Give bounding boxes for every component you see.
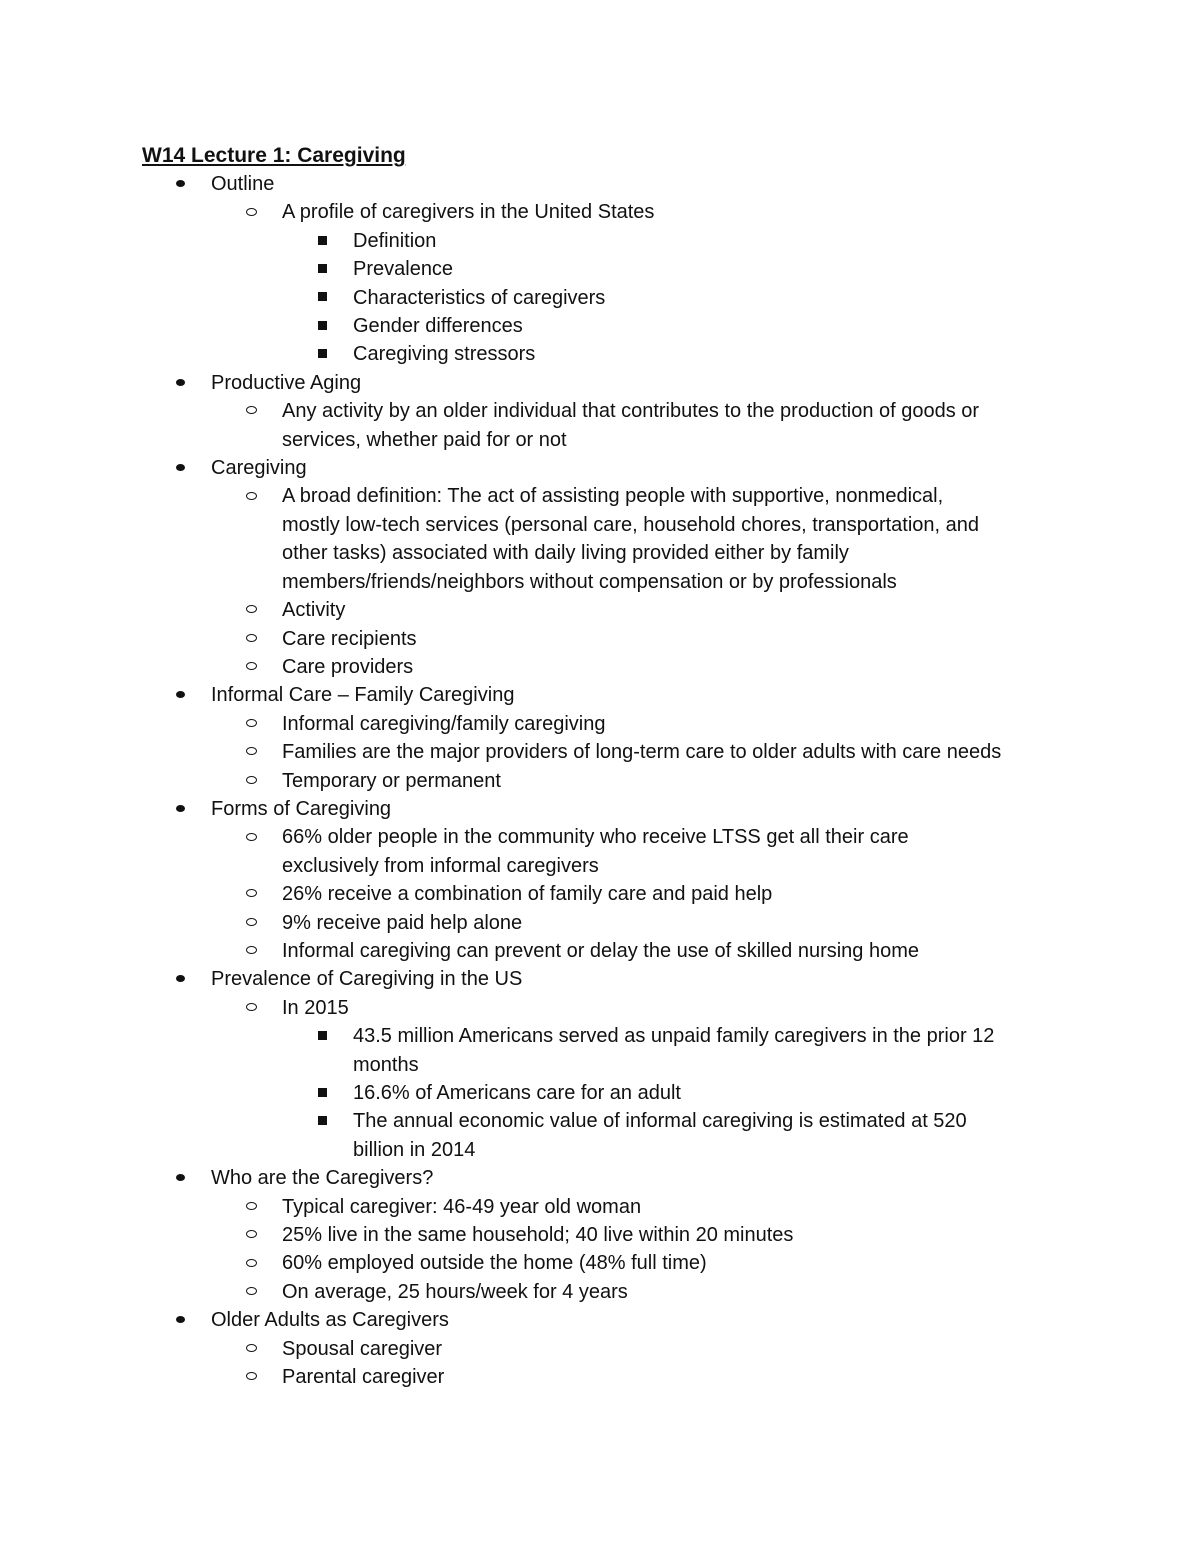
list-item [0,1249,1200,1277]
list-item-text: Spousal caregiver [282,1337,443,1360]
bullet-ring-icon [246,994,257,1022]
list-item [0,909,1200,937]
bullet-square-icon [318,1107,327,1135]
bullet-ring-icon [246,1363,257,1391]
bullet-ring-icon [246,738,257,766]
list-item [0,340,1200,368]
page-title: W14 Lecture 1: Caregiving [142,144,406,167]
list-item-text: 60% employed outside the home (48% full time) [282,1252,707,1275]
bullet-ring-icon [246,1193,257,1221]
list-item [0,1079,1200,1107]
list-item-text: 43.5 million Americans served as unpaid family caregivers in the prior 12 [353,1025,995,1048]
list-item [0,994,1200,1022]
list-item [0,1193,1200,1221]
list-item-text: Prevalence of Caregiving in the US [211,968,523,991]
bullet-dot-icon [176,681,185,709]
bullet-dot-icon [176,454,185,482]
list-item [0,1107,1200,1135]
list-item-text: Definition [353,229,437,252]
list-item [0,454,1200,482]
list-item-text: Caregiving stressors [353,343,536,366]
outline-list [0,170,1200,1391]
list-item-text: Prevalence [353,258,454,281]
list-item-text: Forms of Caregiving [211,797,392,820]
list-item-text: Older Adults as Caregivers [211,1309,449,1332]
list-item-text: billion in 2014 [353,1138,476,1161]
list-item-text: services, whether paid for or not [282,428,567,451]
list-item-text: exclusively from informal caregivers [282,854,599,877]
bullet-ring-icon [246,1249,257,1277]
list-item-continuation [0,426,1200,454]
list-item [0,795,1200,823]
list-item [0,369,1200,397]
list-item [0,823,1200,851]
list-item-text: Parental caregiver [282,1366,445,1389]
list-item [0,1363,1200,1391]
list-item-text: Caregiving [211,457,307,480]
list-item-continuation [0,539,1200,567]
list-item-text: Care recipients [282,627,417,650]
list-item-continuation [0,568,1200,596]
list-item [0,937,1200,965]
list-item-text: Any activity by an older individual that contributes to the production of goods or [282,400,980,423]
list-item-text: Productive Aging [211,371,362,394]
list-item [0,1022,1200,1050]
list-item [0,1306,1200,1334]
bullet-ring-icon [246,909,257,937]
list-item-text: A profile of caregivers in the United States [282,201,655,224]
bullet-ring-icon [246,1335,257,1363]
list-item-continuation [0,511,1200,539]
list-item [0,1335,1200,1363]
bullet-dot-icon [176,795,185,823]
list-item [0,653,1200,681]
bullet-dot-icon [176,965,185,993]
list-item-text: mostly low-tech services (personal care, household chores, transportation, and [282,513,980,536]
list-item-text: Outline [211,173,275,195]
list-item-text: Care providers [282,655,414,678]
list-item-text: A broad definition: The act of assisting people with supportive, nonmedical, [282,485,944,508]
bullet-square-icon [318,1022,327,1050]
bullet-square-icon [318,284,327,312]
bullet-ring-icon [246,1221,257,1249]
list-item [0,1164,1200,1192]
list-item-text: 9% receive paid help alone [282,911,523,934]
list-item-text: 25% live in the same household; 40 live within 20 minutes [282,1224,794,1247]
list-item-text: The annual economic value of informal caregiving is estimated at 520 [353,1110,967,1133]
bullet-ring-icon [246,653,257,681]
bullet-ring-icon [246,482,257,510]
bullet-ring-icon [246,397,257,425]
list-item-text: Activity [282,599,346,622]
list-item-text: Temporary or permanent [282,769,501,792]
list-item-text: 16.6% of Americans care for an adult [353,1082,681,1104]
list-item [0,284,1200,312]
list-item-continuation [0,1136,1200,1164]
list-item-text: Typical caregiver: 46-49 year old woman [282,1195,642,1218]
list-item-text: 26% receive a combination of family care and paid help [282,883,773,906]
bullet-dot-icon [176,170,185,198]
bullet-ring-icon [246,823,257,851]
list-item-text: Who are the Caregivers? [211,1167,434,1190]
bullet-ring-icon [246,596,257,624]
list-item [0,880,1200,908]
list-item-continuation [0,852,1200,880]
list-item [0,710,1200,738]
list-item-text: Gender differences [353,315,523,338]
bullet-dot-icon [176,1164,185,1192]
list-item-text: other tasks) associated with daily living provided either by family [282,542,849,565]
list-item-continuation [0,1051,1200,1079]
bullet-ring-icon [246,710,257,738]
list-item [0,227,1200,255]
bullet-ring-icon [246,198,257,226]
list-item [0,255,1200,283]
list-item-text: Informal caregiving can prevent or delay the use of skilled nursing home [282,939,920,962]
list-item [0,738,1200,766]
list-item-text: members/friends/neighbors without compensation or by professionals [282,570,897,593]
bullet-square-icon [318,312,327,340]
list-item [0,1278,1200,1306]
list-item [0,482,1200,510]
list-item-text: Families are the major providers of long-term care to older adults with care needs [282,741,1002,764]
bullet-dot-icon [176,1306,185,1334]
list-item-text: months [353,1053,419,1076]
bullet-ring-icon [246,880,257,908]
list-item [0,965,1200,993]
list-item [0,681,1200,709]
list-item-text: On average, 25 hours/week for 4 years [282,1280,628,1303]
bullet-square-icon [318,340,327,368]
bullet-ring-icon [246,625,257,653]
bullet-ring-icon [246,1278,257,1306]
bullet-dot-icon [176,369,185,397]
bullet-square-icon [318,227,327,255]
list-item [0,312,1200,340]
list-item-text: In 2015 [282,996,349,1019]
bullet-square-icon [318,255,327,283]
list-item [0,170,1200,198]
list-item-text: Informal Care – Family Caregiving [211,684,515,707]
bullet-ring-icon [246,937,257,965]
list-item [0,397,1200,425]
list-item [0,198,1200,226]
bullet-square-icon [318,1079,327,1107]
list-item-text: 66% older people in the community who receive LTSS get all their care [282,826,909,849]
list-item-text: Informal caregiving/family caregiving [282,712,606,735]
list-item [0,596,1200,624]
list-item [0,767,1200,795]
list-item [0,625,1200,653]
bullet-ring-icon [246,767,257,795]
list-item [0,1221,1200,1249]
list-item-text: Characteristics of caregivers [353,286,606,309]
